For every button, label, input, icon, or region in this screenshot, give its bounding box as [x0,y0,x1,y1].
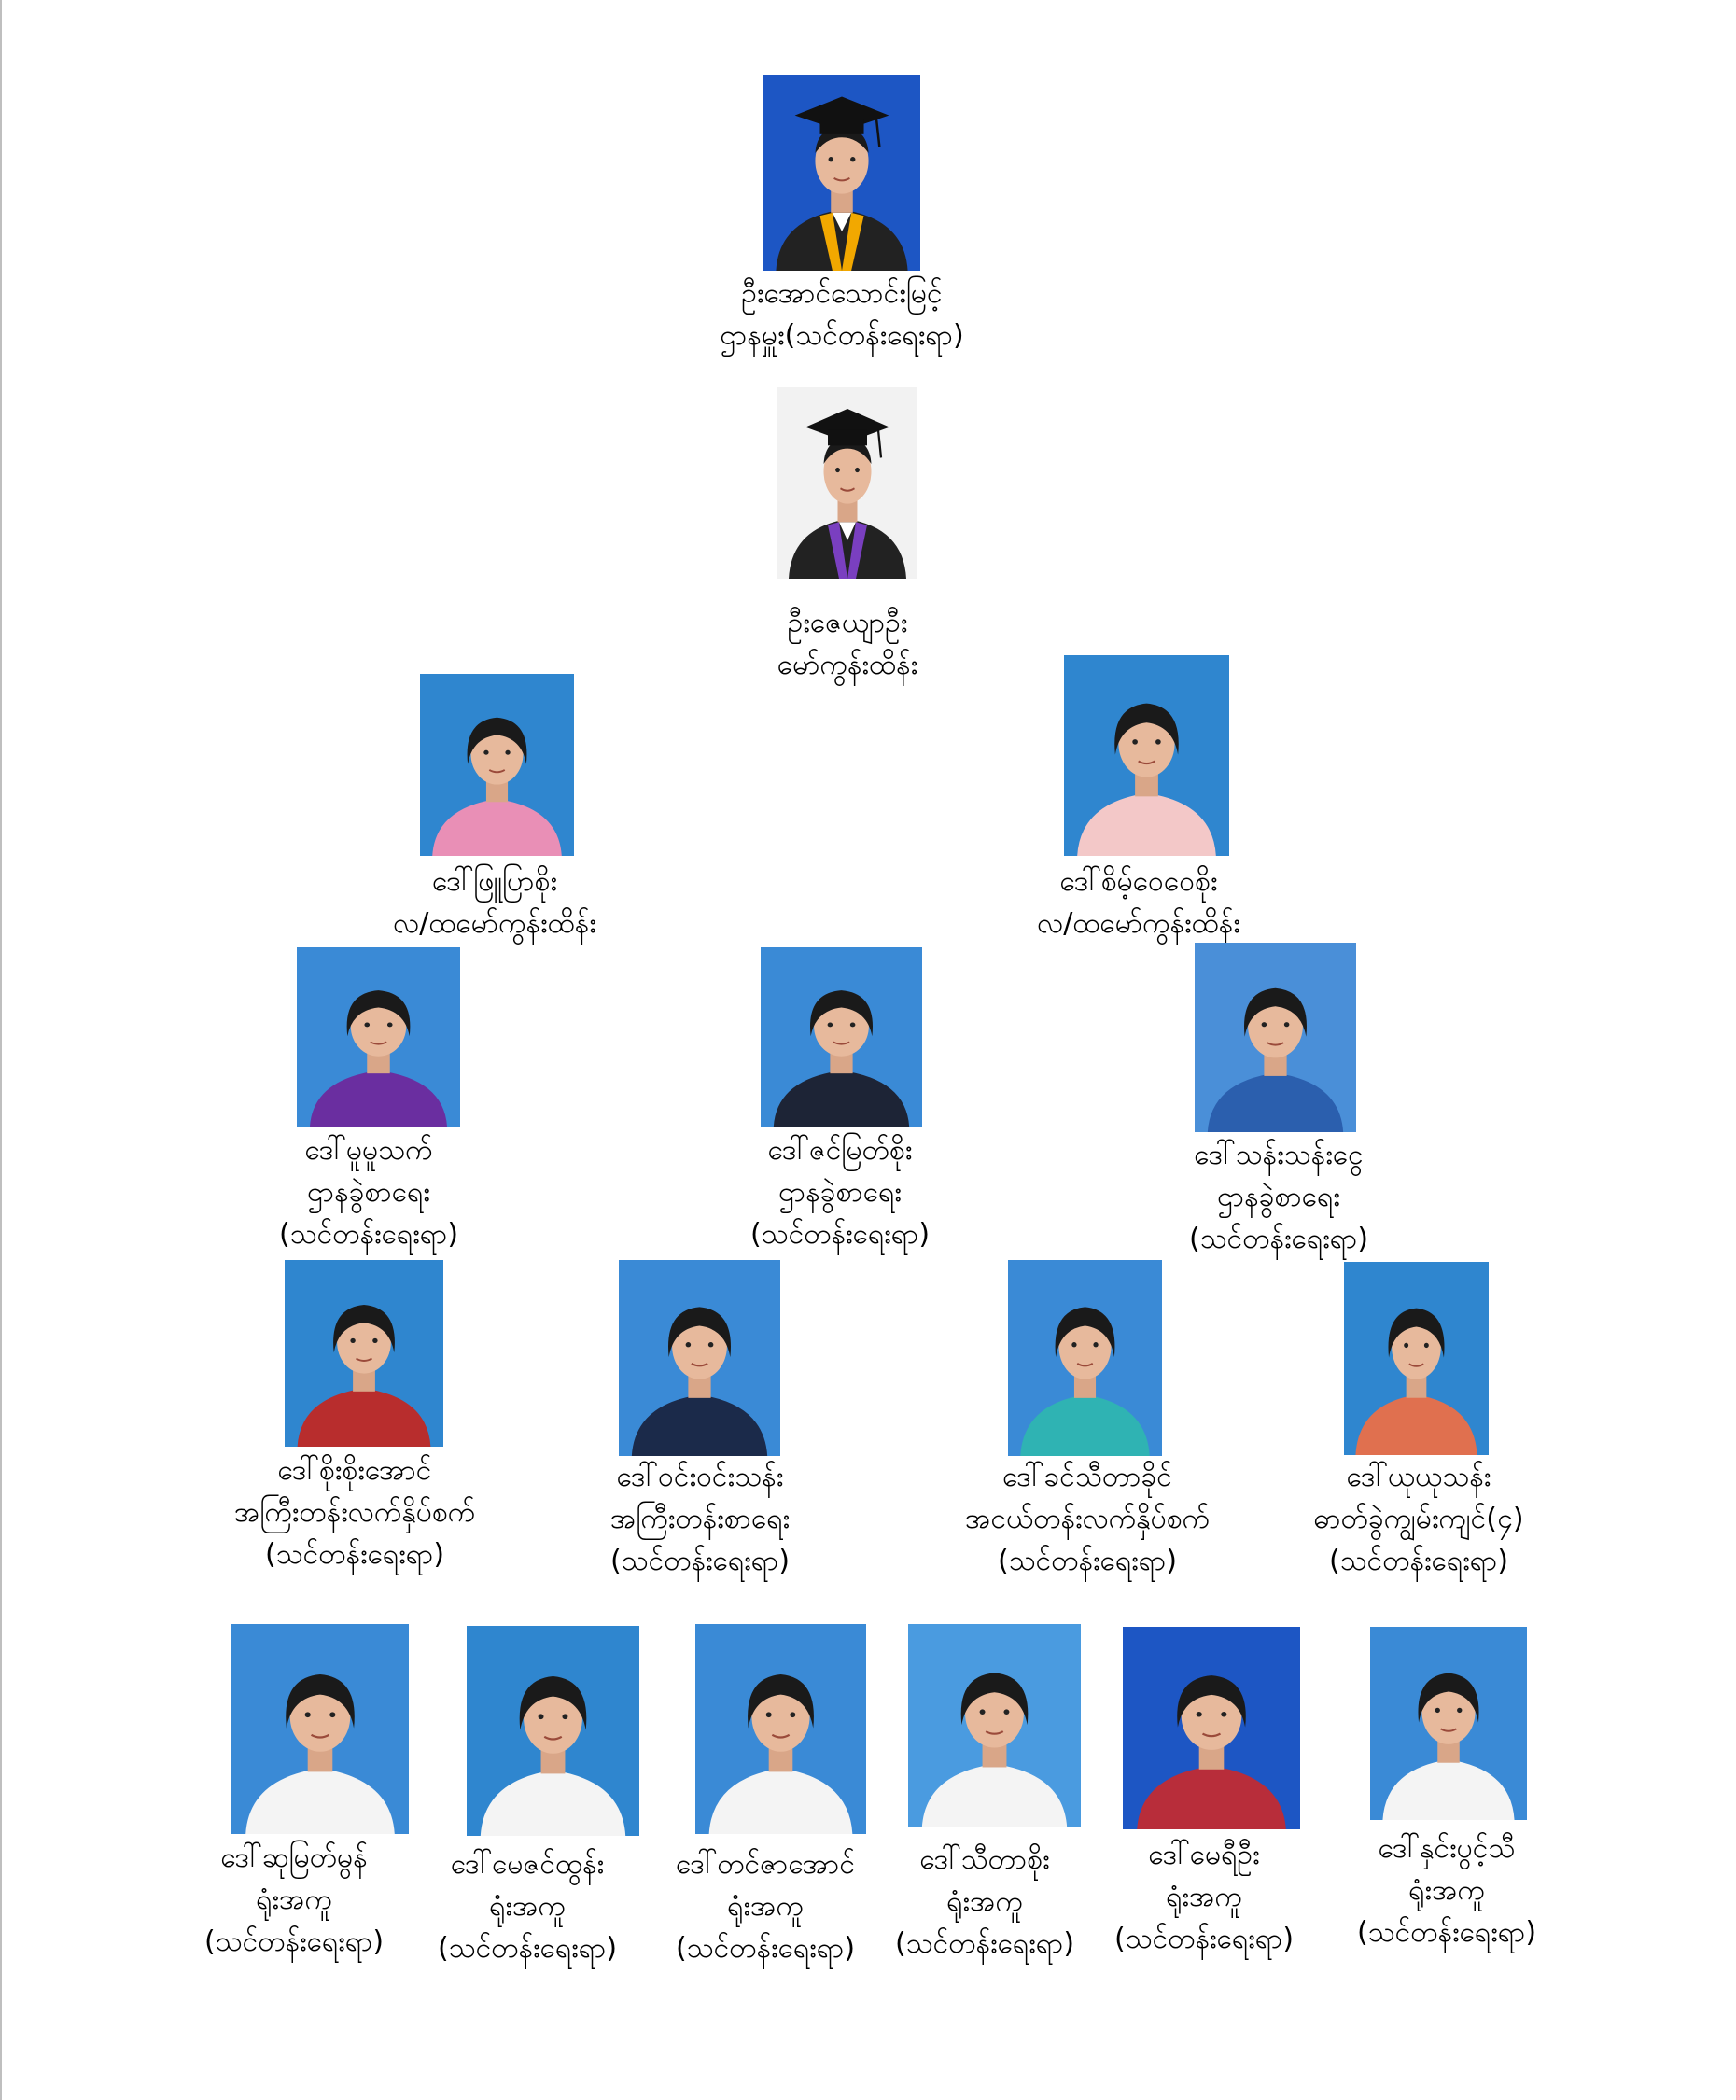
member-name: ဒေါ်ဆုမြတ်မွန် [220,1841,368,1874]
member-photo [777,387,917,579]
portrait-figure [908,1624,1081,1827]
member-caption [415,1843,639,1969]
member-role: အကြီးတန်းလက်နှိပ်စက် [233,1496,476,1529]
member-photo [1370,1627,1527,1820]
member-name: ဒေါ်စိမ့်ဝေဝေစိုး [1059,865,1218,898]
portrait-figure [1195,943,1356,1132]
member-role: အကြီးတန်းစာရေး [609,1503,791,1535]
member-caption [714,1129,966,1255]
member-caption [355,861,635,945]
member-caption [201,1449,509,1575]
member-role: ဌာနမှူး(သင်တန်းရေးရာ) [720,319,964,352]
member-note: (သင်တန်းရေးရာ) [1113,1923,1295,1955]
member-role: ရုံးအကူ [1166,1881,1242,1913]
member-note: (သင်တန်းရေးရာ) [997,1545,1178,1577]
member-name: ဒေါ်ယုယုသန်း [1346,1461,1491,1493]
member-role: ဓာတ်ခွဲကျွမ်းကျင်(၄) [1313,1503,1524,1535]
member-photo [1195,943,1356,1132]
member-role: ရုံးအကူ [727,1890,804,1923]
portrait-figure [695,1624,866,1834]
portrait-figure [619,1260,780,1456]
member-caption [873,1839,1097,1965]
member-note: (သင်တန်းရေးရာ) [1188,1223,1369,1255]
member-photo [695,1624,866,1834]
portrait-figure [231,1624,409,1834]
portrait-figure [285,1260,443,1447]
member-role: ဌာနခွဲစာရေး [1217,1181,1340,1213]
member-role: ရုံးအကူ [489,1890,566,1923]
member-note: (သင်တန်းရေးရာ) [264,1538,445,1571]
member-name: ဒေါ်မေဇင်ထွန်း [450,1848,605,1881]
member-photo [1123,1627,1300,1829]
member-role: ရုံးအကူ [1408,1874,1485,1907]
member-name: ဒေါ်ဖြူပြာစိုး [431,865,558,898]
member-photo [619,1260,780,1456]
member-role: ဌာနခွဲစာရေး [778,1176,902,1209]
member-note: (သင်တန်းရေးရာ) [609,1545,791,1577]
member-name: ဒေါ်မူမူသက် [304,1134,433,1167]
portrait-figure [761,947,922,1127]
portrait-figure [1008,1260,1162,1456]
member-role: ရုံးအကူ [256,1883,332,1916]
member-photo [1064,655,1229,856]
member-name: ဒေါ်နှင်းပွင့်သီ [1378,1832,1516,1865]
portrait-figure [467,1626,639,1836]
portrait-figure [1064,655,1229,856]
member-role: အငယ်တန်းလက်နှိပ်စက် [965,1503,1210,1535]
member-note: (သင်တန်းရေးရာ) [894,1927,1075,1960]
member-name: ဒေါ်စိုးစိုးအောင် [277,1454,432,1487]
page-left-border [0,0,2,2100]
member-photo [761,947,922,1127]
member-name: ဒေါ်ဝင်းဝင်းသန်း [616,1461,784,1493]
member-caption [182,1837,406,1963]
member-name: ဦးဇေယျာဦး [787,607,908,639]
member-note: (သင်တန်းရေးရာ) [1328,1545,1509,1577]
member-caption [655,273,1029,357]
member-role: ဌာနခွဲစာရေး [307,1176,430,1209]
member-name: ဒေါ်သန်းသန်းငွေ [1194,1139,1364,1171]
member-note: (သင်တန်းရေးရာ) [749,1218,931,1251]
member-name: ဒေါ်ဇင်မြတ်စိုး [767,1134,913,1167]
member-caption [999,861,1279,945]
portrait-figure [297,947,460,1127]
member-photo [297,947,460,1127]
portrait-figure [1344,1262,1489,1455]
member-photo [285,1260,443,1447]
member-name: ဦးအောင်သောင်းမြင့် [741,277,943,310]
member-role: လ/ထမော်ကွန်းထိန်း [1037,907,1240,940]
member-note: (သင်တန်းရေးရာ) [1356,1916,1537,1949]
member-photo [420,674,574,856]
member-caption [243,1129,495,1255]
member-caption [1325,1827,1568,1953]
member-role: မော်ကွန်းထိန်း [777,649,918,681]
member-note: (သင်တန်းရေးရာ) [278,1218,459,1251]
member-note: (သင်တန်းရေးရာ) [437,1932,618,1965]
member-photo [1008,1260,1162,1456]
member-name: ဒေါ်သီတာစိုး [919,1843,1050,1876]
member-photo [1344,1262,1489,1455]
portrait-figure [777,387,917,579]
member-caption [1279,1456,1559,1582]
member-caption [1148,1134,1409,1260]
member-name: ဒေါ်ခင်သီတာခိုင် [1002,1461,1172,1493]
portrait-figure [763,75,920,271]
member-photo [231,1624,409,1834]
member-role: လ/ထမော်ကွန်းထိန်း [393,907,596,940]
member-caption [653,1843,877,1969]
member-caption [560,1456,840,1582]
member-name: ဒေါ်မေရီဦး [1148,1839,1260,1871]
member-caption [661,602,1034,686]
portrait-figure [1123,1627,1300,1829]
portrait-figure [1370,1627,1527,1820]
member-photo [908,1624,1081,1827]
member-name: ဒေါ်တင်ဇာအောင် [676,1848,855,1881]
portrait-figure [420,674,574,856]
member-caption [933,1456,1241,1582]
member-note: (သင်တန်းရေးရာ) [675,1932,856,1965]
member-photo [467,1626,639,1836]
member-role: ရုံးအကူ [946,1885,1023,1918]
member-photo [763,75,920,271]
member-caption [1087,1834,1321,1960]
member-note: (သင်တန်းရေးရာ) [203,1925,385,1958]
